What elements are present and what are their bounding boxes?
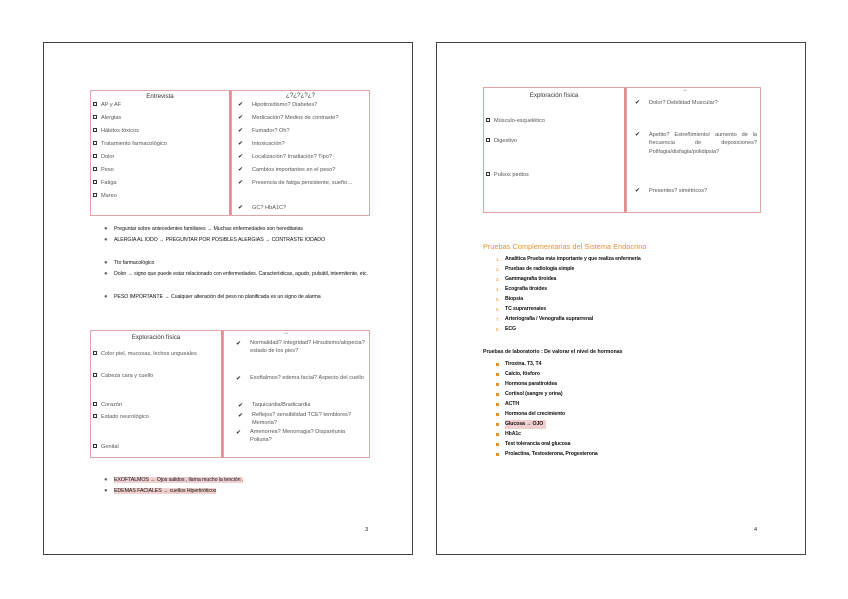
bullet-dot-icon: ●: [104, 488, 108, 494]
physical-exam-finding: Taquicardia/Bradicardia: [252, 402, 311, 408]
interview-item: Dolor: [93, 154, 114, 161]
square-bullet-icon: [496, 363, 499, 366]
highlight-bullet-item: ● EXOFTALMOS → Ojos salidos , llama mucho la tención .: [114, 476, 243, 486]
interview-question: Presencia de fatiga persistente, sueño…: [252, 180, 353, 186]
lab-item: Hormona paratiroidea: [505, 380, 557, 389]
checkmark-icon: ✔: [238, 403, 244, 409]
square-bullet-icon: [496, 383, 499, 386]
lab-item: Hormona del crecimiento: [505, 410, 565, 419]
bullet-dot-icon: ●: [104, 226, 108, 232]
checkbox-icon: [93, 167, 97, 171]
list-number: 5.: [496, 297, 500, 302]
bullet-item: ● Preguntar sobre antecedentes familiares → Muchas enfermedades son hereditarias: [114, 225, 376, 235]
checkmark-icon: ✔: [236, 376, 242, 382]
list-number: 7.: [496, 317, 500, 322]
physical-exam-item: Pulsos pedios: [486, 172, 529, 179]
interview-question: GC? HbA1C?: [252, 205, 287, 211]
interview-item: Mareo: [93, 193, 117, 200]
checkbox-icon: [93, 141, 97, 145]
bullet-item: ● ALERGIA AL IODO → PREGUNTAR POR POSIBLES ALERGIAS → CONTRASTE IODADO: [114, 236, 376, 246]
interview-item: Hábitos tóxicos: [93, 128, 139, 135]
checkmark-icon: ✔: [238, 128, 244, 134]
square-bullet-icon: [496, 403, 499, 406]
checkbox-icon: [93, 154, 97, 158]
interview-item: AP y AF: [93, 102, 121, 109]
checkmark-icon: ✔: [238, 102, 244, 108]
bullet-dot-icon: ●: [104, 237, 108, 243]
numbered-item: 7. Arteriografía / Venografía suprarrenal: [505, 315, 593, 324]
interview-question: Intoxicación?: [252, 141, 285, 147]
bullet-dot-icon: ●: [104, 271, 108, 277]
page-number: 4: [754, 527, 758, 533]
checkbox-icon: [93, 414, 97, 418]
interview-question: Localización? Irradiación? Tipo?: [252, 154, 332, 160]
checkmark-icon: ✔: [635, 132, 641, 138]
interview-questions-header: ¿?¿?¿?¿?: [286, 92, 315, 99]
checkmark-icon: ✔: [238, 205, 244, 211]
interview-left-column: [91, 91, 231, 215]
interview-right-column: [231, 91, 369, 215]
bullet-dot-icon: ●: [104, 294, 108, 300]
list-number: 8.: [496, 327, 500, 332]
interview-question: Cambios importantes en el peso?: [252, 167, 336, 173]
physical-exam-finding: Presentes? simétricos?: [649, 188, 708, 194]
highlight-bullet-item: ● EDEMAS FACIALES → cuellos Hipertiróticos: [114, 487, 216, 497]
physical-exam-right-column: [223, 331, 369, 457]
square-bullet-icon: [496, 373, 499, 376]
physical-exam-table: [90, 330, 370, 458]
interview-item: Tratamiento farmacológico: [93, 141, 167, 148]
numbered-item: 8. ECG: [505, 325, 516, 334]
list-number: 6.: [496, 307, 500, 312]
lab-item-highlighted: Glucosa → OJO: [505, 420, 546, 429]
section-title: Pruebas Complementarias del Sistema Endocrino: [483, 242, 647, 251]
square-bullet-icon: [496, 443, 499, 446]
checkmark-icon: ✔: [635, 100, 641, 106]
checkbox-icon: [486, 172, 490, 176]
bullet-dot-icon: ●: [104, 477, 108, 483]
checkmark-icon: ✔: [236, 341, 242, 347]
numbered-item: 3. Gammagrafía tiroidea: [505, 275, 556, 284]
physical-exam-item: Corazón: [93, 402, 122, 409]
square-bullet-icon: [496, 423, 499, 426]
lab-item: Prolactina, Testosterona, Progesterona: [505, 450, 598, 459]
numbered-item: 6. TC suprarrenales: [505, 305, 546, 314]
checkbox-icon: [93, 193, 97, 197]
square-bullet-icon: [496, 413, 499, 416]
checkbox-icon: [93, 115, 97, 119]
bullet-dot-icon: ●: [104, 260, 108, 266]
physical-exam-item: Cabeza cara y cuello: [93, 373, 153, 380]
checkmark-icon: ✔: [238, 115, 244, 121]
physical-exam-right-header: ***: [284, 332, 288, 336]
interview-question: Hipotiroidismo? Diabetes?: [252, 102, 318, 108]
checkmark-icon: ✔: [238, 180, 244, 186]
list-number: 4.: [496, 287, 500, 292]
physical-exam-right-header: ***: [683, 89, 687, 93]
physical-exam-finding: Reflejos? sensibilidad TCE? temblores? Memoria?: [252, 412, 352, 426]
interview-header: Entrevista: [146, 93, 174, 100]
physical-exam-header: Exploración física: [131, 334, 181, 341]
checkbox-icon: [93, 128, 97, 132]
bullet-item: ● Tto farmacológico: [114, 259, 376, 269]
checkbox-icon: [93, 373, 97, 377]
list-number: 3.: [496, 277, 500, 282]
lab-item: Test tolerancia oral glucosa: [505, 440, 570, 449]
checkbox-icon: [486, 138, 490, 142]
checkbox-icon: [93, 402, 97, 406]
square-bullet-icon: [496, 433, 499, 436]
interview-question: Fumador? Oh?: [252, 128, 290, 134]
physical-exam-finding: Apetito? Estreñimiento/ aumento de la frecuencia de deposiciones? Polifagia/disfagia/polidipsia?: [649, 132, 757, 155]
physical-exam-item: Músculo-esquelético: [486, 118, 545, 125]
checkmark-icon: ✔: [238, 413, 244, 419]
checkbox-icon: [93, 180, 97, 184]
physical-exam-finding: Exoftalmos? edema facial? Aspecto del cuello: [250, 375, 364, 381]
lab-item: Cortisol (sangre y orina): [505, 390, 562, 399]
physical-exam-right-column: [626, 88, 760, 212]
bullet-item: ● Dolor → signo que puede estar relacionado con enfermedades. Características, agudo, pulsátil, intermitente, etc.: [114, 270, 376, 280]
document-page-4: [436, 42, 806, 555]
checkmark-icon: ✔: [238, 167, 244, 173]
physical-exam-item: Estado neurológico: [93, 414, 149, 421]
physical-exam-item: Digestivo: [486, 138, 517, 145]
lab-item: Calcio, fósforo: [505, 370, 540, 379]
bullet-item: ● PESO IMPORTANTE → Cualquier alteración del peso no planificada es un signo de alarma: [114, 293, 376, 303]
lab-item: Tiroxina, T3, T4: [505, 360, 541, 369]
numbered-item: 4. Ecografía tiroides: [505, 285, 547, 294]
numbered-item: 1. Analítica Prueba más importante y que realiza enfermería: [505, 255, 641, 264]
page-number: 3: [365, 527, 369, 533]
checkmark-icon: ✔: [238, 141, 244, 147]
checkbox-icon: [486, 118, 490, 122]
physical-exam-finding: Amenorrea? Menorragia? Disparéunia Poliuria?: [250, 429, 346, 443]
document-page-3: [43, 42, 413, 555]
physical-exam-header: Exploración física: [529, 92, 579, 99]
physical-exam-item: Genital: [93, 444, 119, 451]
physical-exam-item: Color piel, mucosas, lechos ungueales: [93, 351, 197, 358]
physical-exam-table-continued: [483, 87, 761, 213]
lab-tests-title: Pruebas de laboratorio : De valorar el nivel de hormonas: [483, 349, 623, 355]
checkmark-icon: ✔: [236, 430, 242, 436]
lab-item: HbA1c: [505, 430, 521, 439]
interview-table: [90, 90, 370, 216]
checkbox-icon: [93, 102, 97, 106]
numbered-item: 5. Biopsia: [505, 295, 523, 304]
lab-item: ACTH: [505, 400, 519, 409]
numbered-item: 2. Pruebas de radiología simple: [505, 265, 574, 274]
square-bullet-icon: [496, 453, 499, 456]
physical-exam-finding: Normalidad? Integridad? Hirsutismo/alopecia? estado de los pies?: [250, 340, 365, 354]
interview-item: Alergias: [93, 115, 121, 122]
checkbox-icon: [93, 351, 97, 355]
interview-question: Medicación? Medios de contraste?: [252, 115, 339, 121]
interview-item: Peso: [93, 167, 114, 174]
physical-exam-left-column: [91, 331, 223, 457]
physical-exam-finding: Dolor? Debilidad Muscular?: [649, 100, 718, 106]
checkmark-icon: ✔: [635, 188, 641, 194]
checkbox-icon: [93, 444, 97, 448]
checkmark-icon: ✔: [238, 154, 244, 160]
list-number: 1.: [496, 257, 500, 262]
interview-item: Fatiga: [93, 180, 117, 187]
physical-exam-left-column: [484, 88, 626, 212]
list-number: 2.: [496, 267, 500, 272]
square-bullet-icon: [496, 393, 499, 396]
